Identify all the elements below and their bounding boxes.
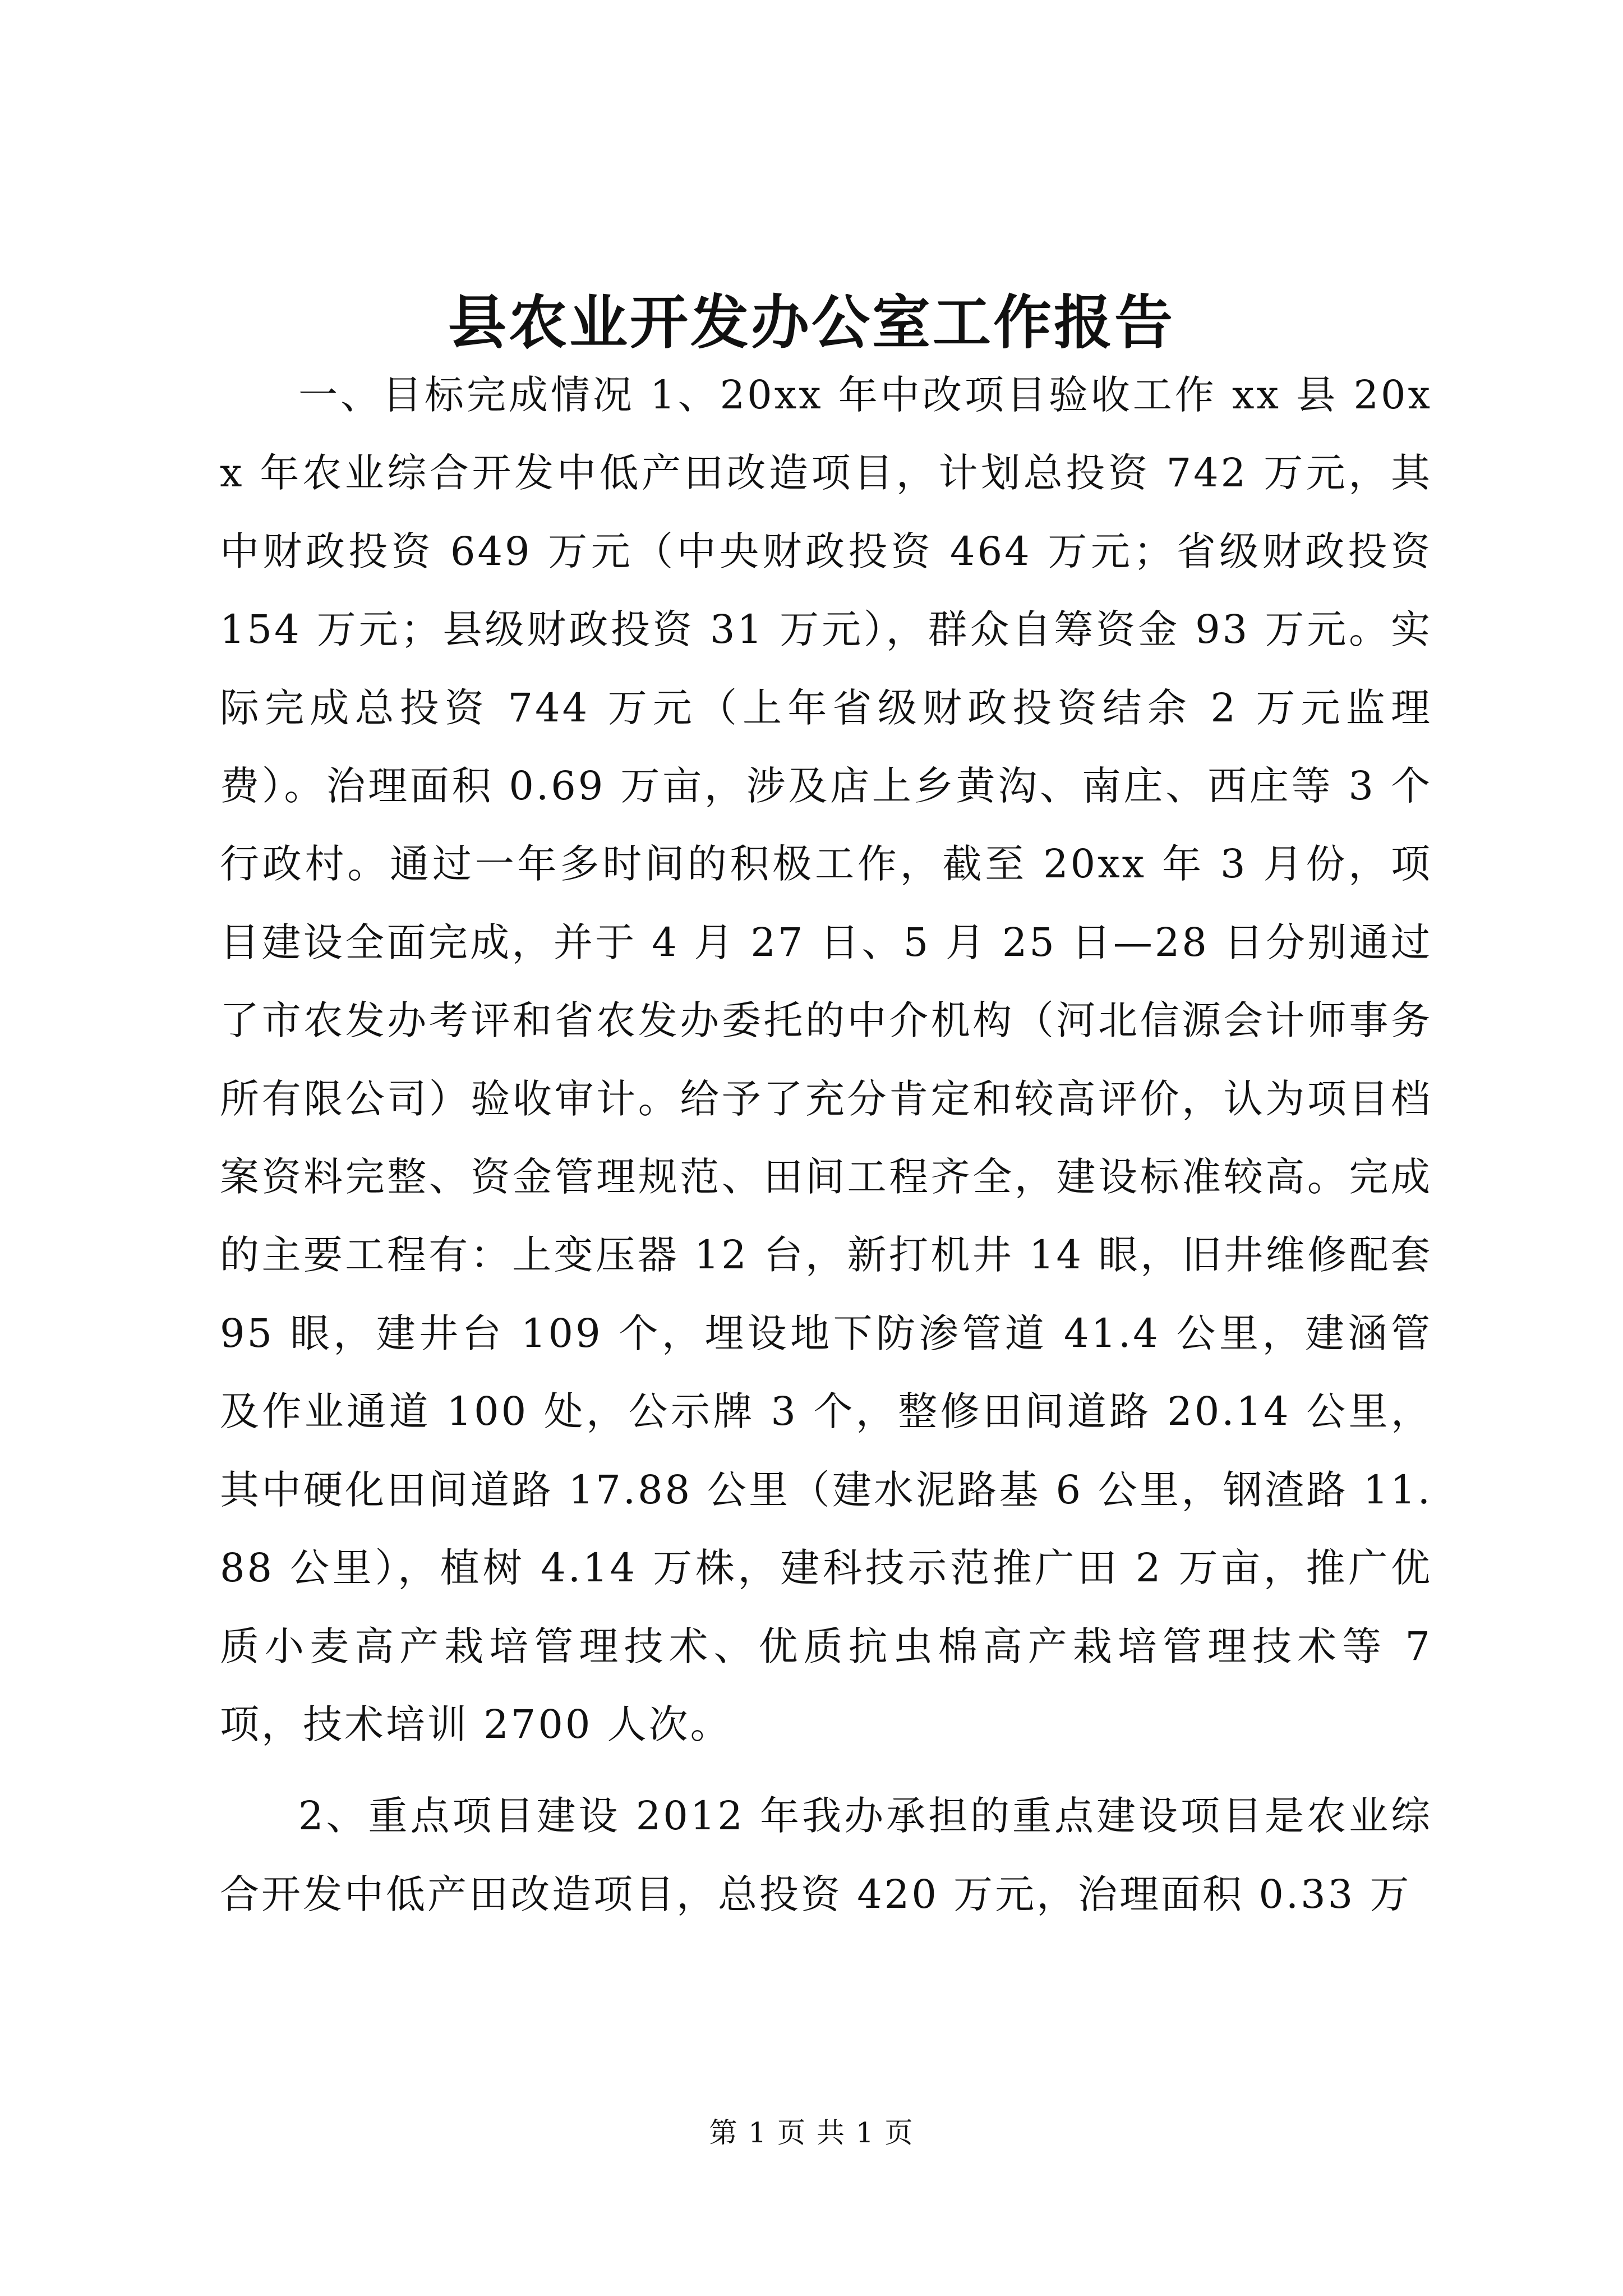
document-title: 县农业开发办公室工作报告 <box>448 288 1175 357</box>
paragraph-2: 2、重点项目建设 2012 年我办承担的重点建设项目是农业综合开发中低产田改造项目，总投资 420 万元，治理面积 0.33 万 <box>220 1793 1432 1917</box>
paragraph-1: 一、目标完成情况 1、20xx 年中改项目验收工作 xx 县 20xx 年农业综合开发中低产田改造项目，计划总投资 742 万元，其中财政投资 649 万元（中央财政投资 464 万元；省级财政投资 154 万元；县级财政投资 31 万元），群众自筹资金 93 万元。实际完成总投资 744 万元（上年省级财政投资结余 2 万元监理费）。治理面积 0.69 万亩，涉及店上乡黄沟、南庄、西庄等 3 个行政村。通过一年多时间的积极工作，截至 20xx 年 3 月份，项目建设全面完成，并于 4 月 27 日、5 月 25 日—28 日分别通过了市农发办考评和省农发办委托的中介机构（河北信源会计师事务所有限公司）验收审计。给予了充分肯定和较高评价，认为项目档案资料完整、资金管理规范、田间工程齐全，建设标准较高。完成的主要工程有：上变压器 12 台，新打机井 14 眼，旧井维修配套 95 眼，建井台 109 个，埋设地下防渗管道 41.4 公里，建涵管及作业通道 100 处，公示牌 3 个，整修田间道路 20.14 公里，其中硬化田间道路 17.88 公里（建水泥路基 6 公里，钢渣路 11.88 公里），植树 4.14 万株，建科技示范推广田 2 万亩，推广优质小麦高产栽培管理技术、优质抗虫棉高产栽培管理技术等 7 项，技术培训 2700 人次。 <box>220 372 1432 1747</box>
document-body <box>220 356 1432 1934</box>
page-number: 第 1 页 共 1 页 <box>709 2116 914 2149</box>
